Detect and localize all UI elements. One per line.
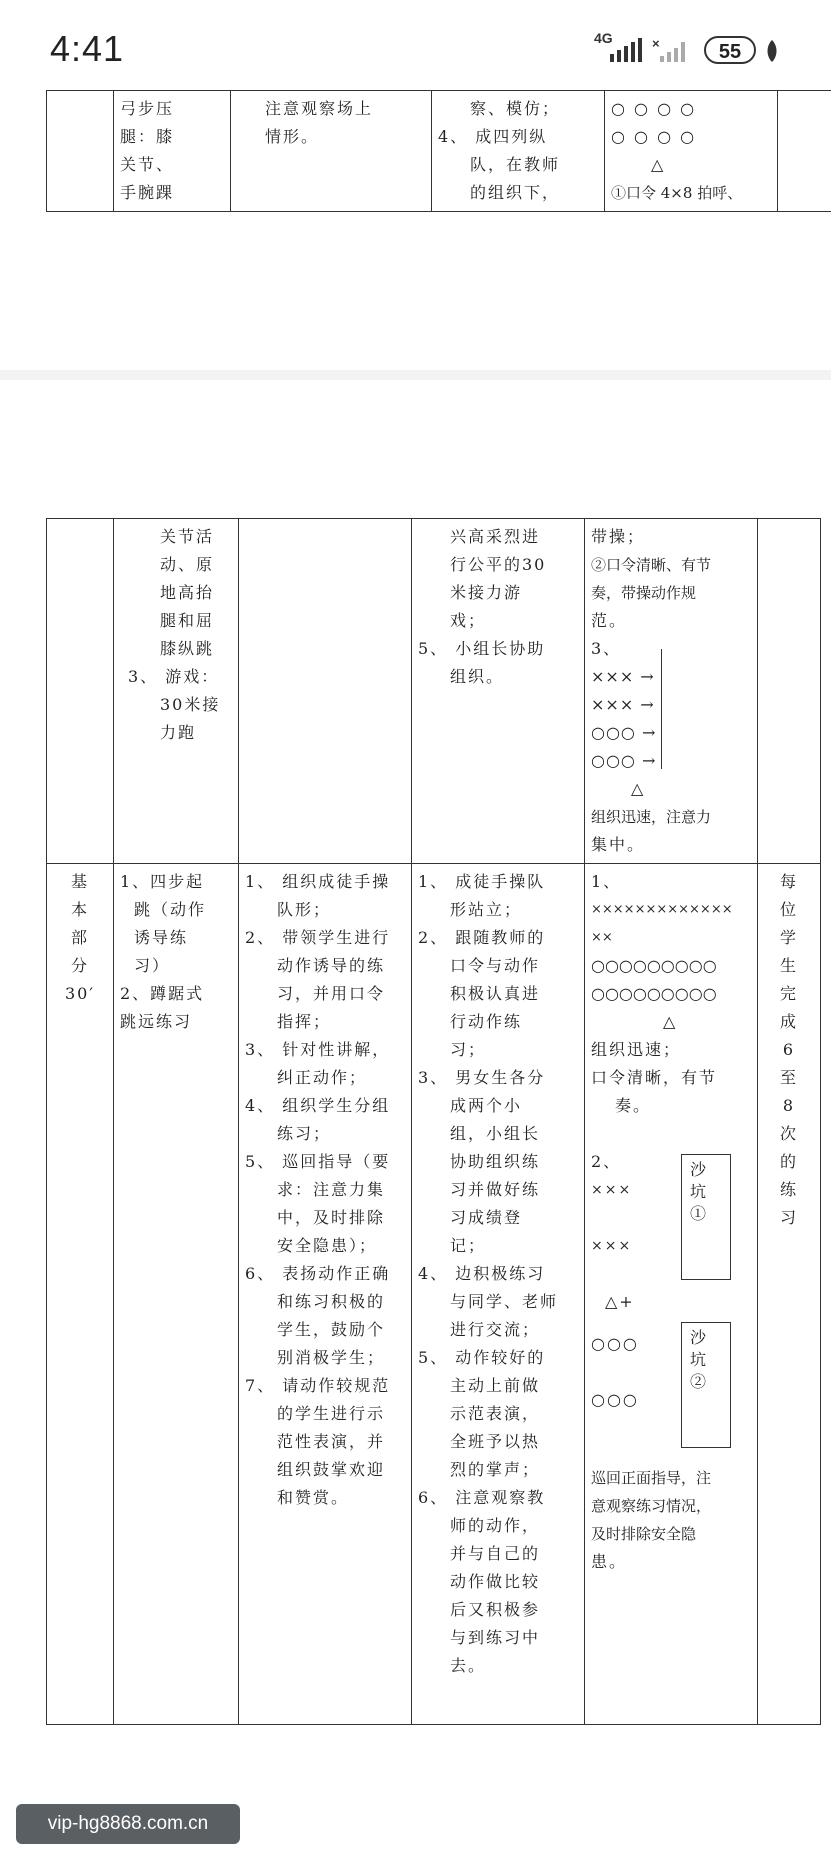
text-line: 6: [782, 1040, 796, 1059]
text-line: 2、 跟随教师的: [418, 928, 546, 947]
text-line: 5、 巡回指导（要: [245, 1152, 391, 1171]
formation-row: ○ ○ ○ ○: [611, 99, 697, 118]
formation-row: ○○○○○○○○○: [591, 984, 717, 1003]
text-line: 意观察练习情况，: [591, 1497, 712, 1515]
text-line: 6、 表扬动作正确: [245, 1264, 391, 1283]
cell-student: [412, 864, 585, 1725]
text-line: 至: [779, 1068, 798, 1087]
text-line: 后又积极参: [450, 1600, 541, 1619]
text-line: 察、模仿；: [470, 99, 561, 118]
cell-content: [114, 864, 239, 1725]
text-line: 3、: [591, 639, 622, 658]
page-two: [0, 380, 831, 1876]
text-line: 协助组织练: [450, 1152, 541, 1171]
page-gap: [0, 370, 831, 380]
text-line: 3、 游戏：: [128, 667, 220, 686]
text-line: 腿：膝: [120, 127, 175, 146]
text-line: 形站立；: [450, 900, 523, 919]
watermark-badge: vip-hg8868.com.cn: [16, 1804, 240, 1844]
clock: 4:41: [50, 28, 125, 69]
text-line: 示范表演，: [450, 1404, 541, 1423]
text-line: 关节活: [160, 527, 215, 546]
cell-teacher: [239, 864, 412, 1725]
text-line: 5、 动作较好的: [418, 1348, 546, 1367]
formation-row: ×××××××××××××: [591, 902, 733, 917]
text-line: 的组织下，: [470, 183, 561, 202]
text-line: 组织鼓掌欢迎: [277, 1460, 386, 1479]
text-line: 位: [779, 900, 798, 919]
text-line: 记；: [450, 1236, 487, 1255]
text-line: 习成绩登: [450, 1208, 523, 1227]
text-line: 奏。: [615, 1096, 652, 1115]
text-line: 安全隐患）；: [277, 1236, 378, 1255]
cell-load: [758, 519, 821, 864]
text-line: 求：注意力集: [277, 1180, 386, 1199]
text-line: 弓步压: [120, 99, 175, 118]
text-line: 关节、: [120, 155, 175, 174]
text-line: 习: [779, 1208, 798, 1227]
text-line: 米接力游: [450, 583, 523, 602]
text-line: 巡回正面指导，注: [591, 1469, 712, 1487]
text-line: 练习；: [277, 1124, 332, 1143]
finish-line: [661, 649, 662, 769]
text-line: 成两个小: [450, 1096, 523, 1115]
text-line: 兴高采烈进: [450, 527, 541, 546]
text-line: 5、 小组长协助: [418, 639, 546, 658]
text-line: 次: [779, 1124, 798, 1143]
sand-pit-one: 沙坑①: [681, 1154, 731, 1280]
teacher-marker: △: [631, 779, 646, 798]
formation-row: ×××: [591, 1238, 633, 1254]
cell-organization: [605, 91, 778, 212]
cell-section: [47, 864, 114, 1725]
cell-section: [47, 91, 114, 212]
text-line: 练: [779, 1180, 798, 1199]
text-line: ②口令清晰、有节: [591, 556, 712, 574]
text-line: 动作做比较: [450, 1572, 541, 1591]
text-line: 积极认真进: [450, 984, 541, 1003]
teacher-marker: △: [663, 1012, 678, 1031]
text-line: 组织迅速，注意力: [591, 808, 712, 826]
text-line: 纠正动作；: [277, 1068, 368, 1087]
text-line: 4、 组织学生分组: [245, 1096, 391, 1115]
text-line: 生: [779, 956, 798, 975]
text-line: 去。: [450, 1656, 487, 1675]
cell-load: [758, 864, 821, 1725]
relay-row: ××× →: [591, 667, 655, 686]
cell-content: [114, 519, 239, 864]
text-line: 基: [70, 872, 89, 891]
text-line: 习）: [134, 956, 171, 975]
text-line: 4、 成四列纵: [438, 127, 548, 146]
text-line: 范性表演，并: [277, 1432, 386, 1451]
text-line: 3、 针对性讲解，: [245, 1040, 391, 1059]
text-line: 组织。: [450, 667, 505, 686]
text-line: 奏，带操动作规: [591, 584, 697, 602]
text-line: 进行交流；: [450, 1320, 541, 1339]
text-line: 完: [779, 984, 798, 1003]
formation-row: ○○○○○○○○○: [591, 956, 717, 975]
network-type: 4G: [594, 30, 613, 46]
text-line: 和练习积极的: [277, 1292, 386, 1311]
text-line: 力跑: [160, 723, 197, 742]
cell-organization: [585, 864, 758, 1725]
text-line: 范。: [591, 611, 628, 630]
text-line: 和赞赏。: [277, 1488, 350, 1507]
relay-row: ○○○ →: [591, 723, 657, 742]
text-line: 成: [779, 1012, 798, 1031]
text-line: 习，并用口令: [277, 984, 386, 1003]
text-line: 分: [70, 956, 89, 975]
text-line: ①口令 4×8 拍呼、: [611, 184, 743, 202]
signal-no-service-icon: [652, 38, 692, 64]
cell-teacher: [231, 91, 432, 212]
text-line: 戏；: [450, 611, 487, 630]
text-line: 8: [782, 1096, 796, 1115]
status-bar: [0, 0, 831, 90]
text-line: 跳远练习: [120, 1012, 193, 1031]
cell-teacher: [239, 519, 412, 864]
text-line: 腿和屈: [160, 611, 215, 630]
text-line: 1、四步起: [120, 872, 205, 891]
text-line: 部: [70, 928, 89, 947]
text-line: 口令与动作: [450, 956, 541, 975]
text-line: 中，及时排除: [277, 1208, 386, 1227]
text-line: 每: [779, 872, 798, 891]
text-line: 1、: [591, 872, 622, 891]
cell-load: [778, 91, 831, 212]
text-line: 膝纵跳: [160, 639, 215, 658]
text-line: 7、 请动作较规范: [245, 1376, 391, 1395]
text-line: 30米接: [160, 695, 221, 714]
text-line: 习；: [450, 1040, 487, 1059]
text-line: 及时排除安全隐: [591, 1525, 697, 1543]
text-line: 本: [70, 900, 89, 919]
text-line: 组织迅速；: [591, 1040, 682, 1059]
text-line: 2、 带领学生进行: [245, 928, 391, 947]
text-line: 与同学、老师: [450, 1292, 559, 1311]
cell-student: [412, 519, 585, 864]
text-line: 跳（动作: [134, 900, 207, 919]
cell-section: [47, 519, 114, 864]
text-line: 4、 边积极练习: [418, 1264, 546, 1283]
text-line: 主动上前做: [450, 1376, 541, 1395]
formation-row: ×××: [591, 1182, 633, 1198]
formation-row: ○○○: [591, 1390, 639, 1409]
text-line: 30′: [65, 984, 95, 1003]
relay-row: ××× →: [591, 695, 655, 714]
text-line: 2、: [591, 1152, 622, 1171]
text-line: 指挥；: [277, 1012, 332, 1031]
text-line: 地高抬: [160, 583, 215, 602]
table-row: [47, 91, 831, 212]
cell-student: [432, 91, 605, 212]
text-line: 组，小组长: [450, 1124, 541, 1143]
text-line: 口令清晰，有节: [591, 1068, 718, 1087]
battery-indicator: 55: [704, 36, 756, 64]
text-line: 别消极学生；: [277, 1348, 386, 1367]
text-line: 师的动作，: [450, 1516, 541, 1535]
text-line: 学生，鼓励个: [277, 1320, 386, 1339]
text-line: 集中。: [591, 835, 646, 854]
text-line: 情形。: [265, 127, 320, 146]
text-line: 动、原: [160, 555, 215, 574]
text-line: 与到练习中: [450, 1628, 541, 1647]
text-line: 6、 注意观察教: [418, 1488, 546, 1507]
text-line: 带操；: [591, 527, 646, 546]
teacher-marker: △: [651, 155, 666, 174]
text-line: 烈的掌声；: [450, 1460, 541, 1479]
formation-row: ○○○: [591, 1334, 639, 1353]
text-line: 习并做好练: [450, 1180, 541, 1199]
text-line: 诱导练: [134, 928, 189, 947]
text-line: 行动作练: [450, 1012, 523, 1031]
page-one: [0, 90, 831, 370]
text-line: 患。: [591, 1552, 628, 1571]
text-line: 行公平的30: [450, 555, 547, 574]
text-line: 并与自己的: [450, 1544, 541, 1563]
text-line: 队形；: [277, 900, 332, 919]
text-line: 的: [779, 1152, 798, 1171]
text-line: 的学生进行示: [277, 1404, 386, 1423]
table-row: [47, 864, 821, 1725]
text-line: 注意观察场上: [265, 99, 374, 118]
formation-row: ××: [591, 930, 613, 945]
text-line: 队，在教师: [470, 155, 561, 174]
sand-pit-two: 沙坑②: [681, 1322, 731, 1448]
signal-icon: [610, 38, 644, 62]
cell-content: [114, 91, 231, 212]
table-row: [47, 519, 821, 864]
text-line: 1、 成徒手操队: [418, 872, 546, 891]
text-line: 3、 男女生各分: [418, 1068, 546, 1087]
leaf-icon: [764, 38, 780, 64]
text-line: 2、蹲踞式: [120, 984, 205, 1003]
relay-row: ○○○ →: [591, 751, 657, 770]
text-line: 全班予以热: [450, 1432, 541, 1451]
text-line: 学: [779, 928, 798, 947]
formation-row: ○ ○ ○ ○: [611, 127, 697, 146]
lesson-table-top: [46, 90, 831, 212]
text-line: 动作诱导的练: [277, 956, 386, 975]
teacher-marker: △+: [605, 1292, 635, 1311]
lesson-table-bottom: [46, 518, 821, 1725]
text-line: 手腕踝: [120, 183, 175, 202]
svg-text:×: ×: [652, 38, 660, 51]
text-line: 1、 组织成徒手操: [245, 872, 391, 891]
cell-organization: [585, 519, 758, 864]
